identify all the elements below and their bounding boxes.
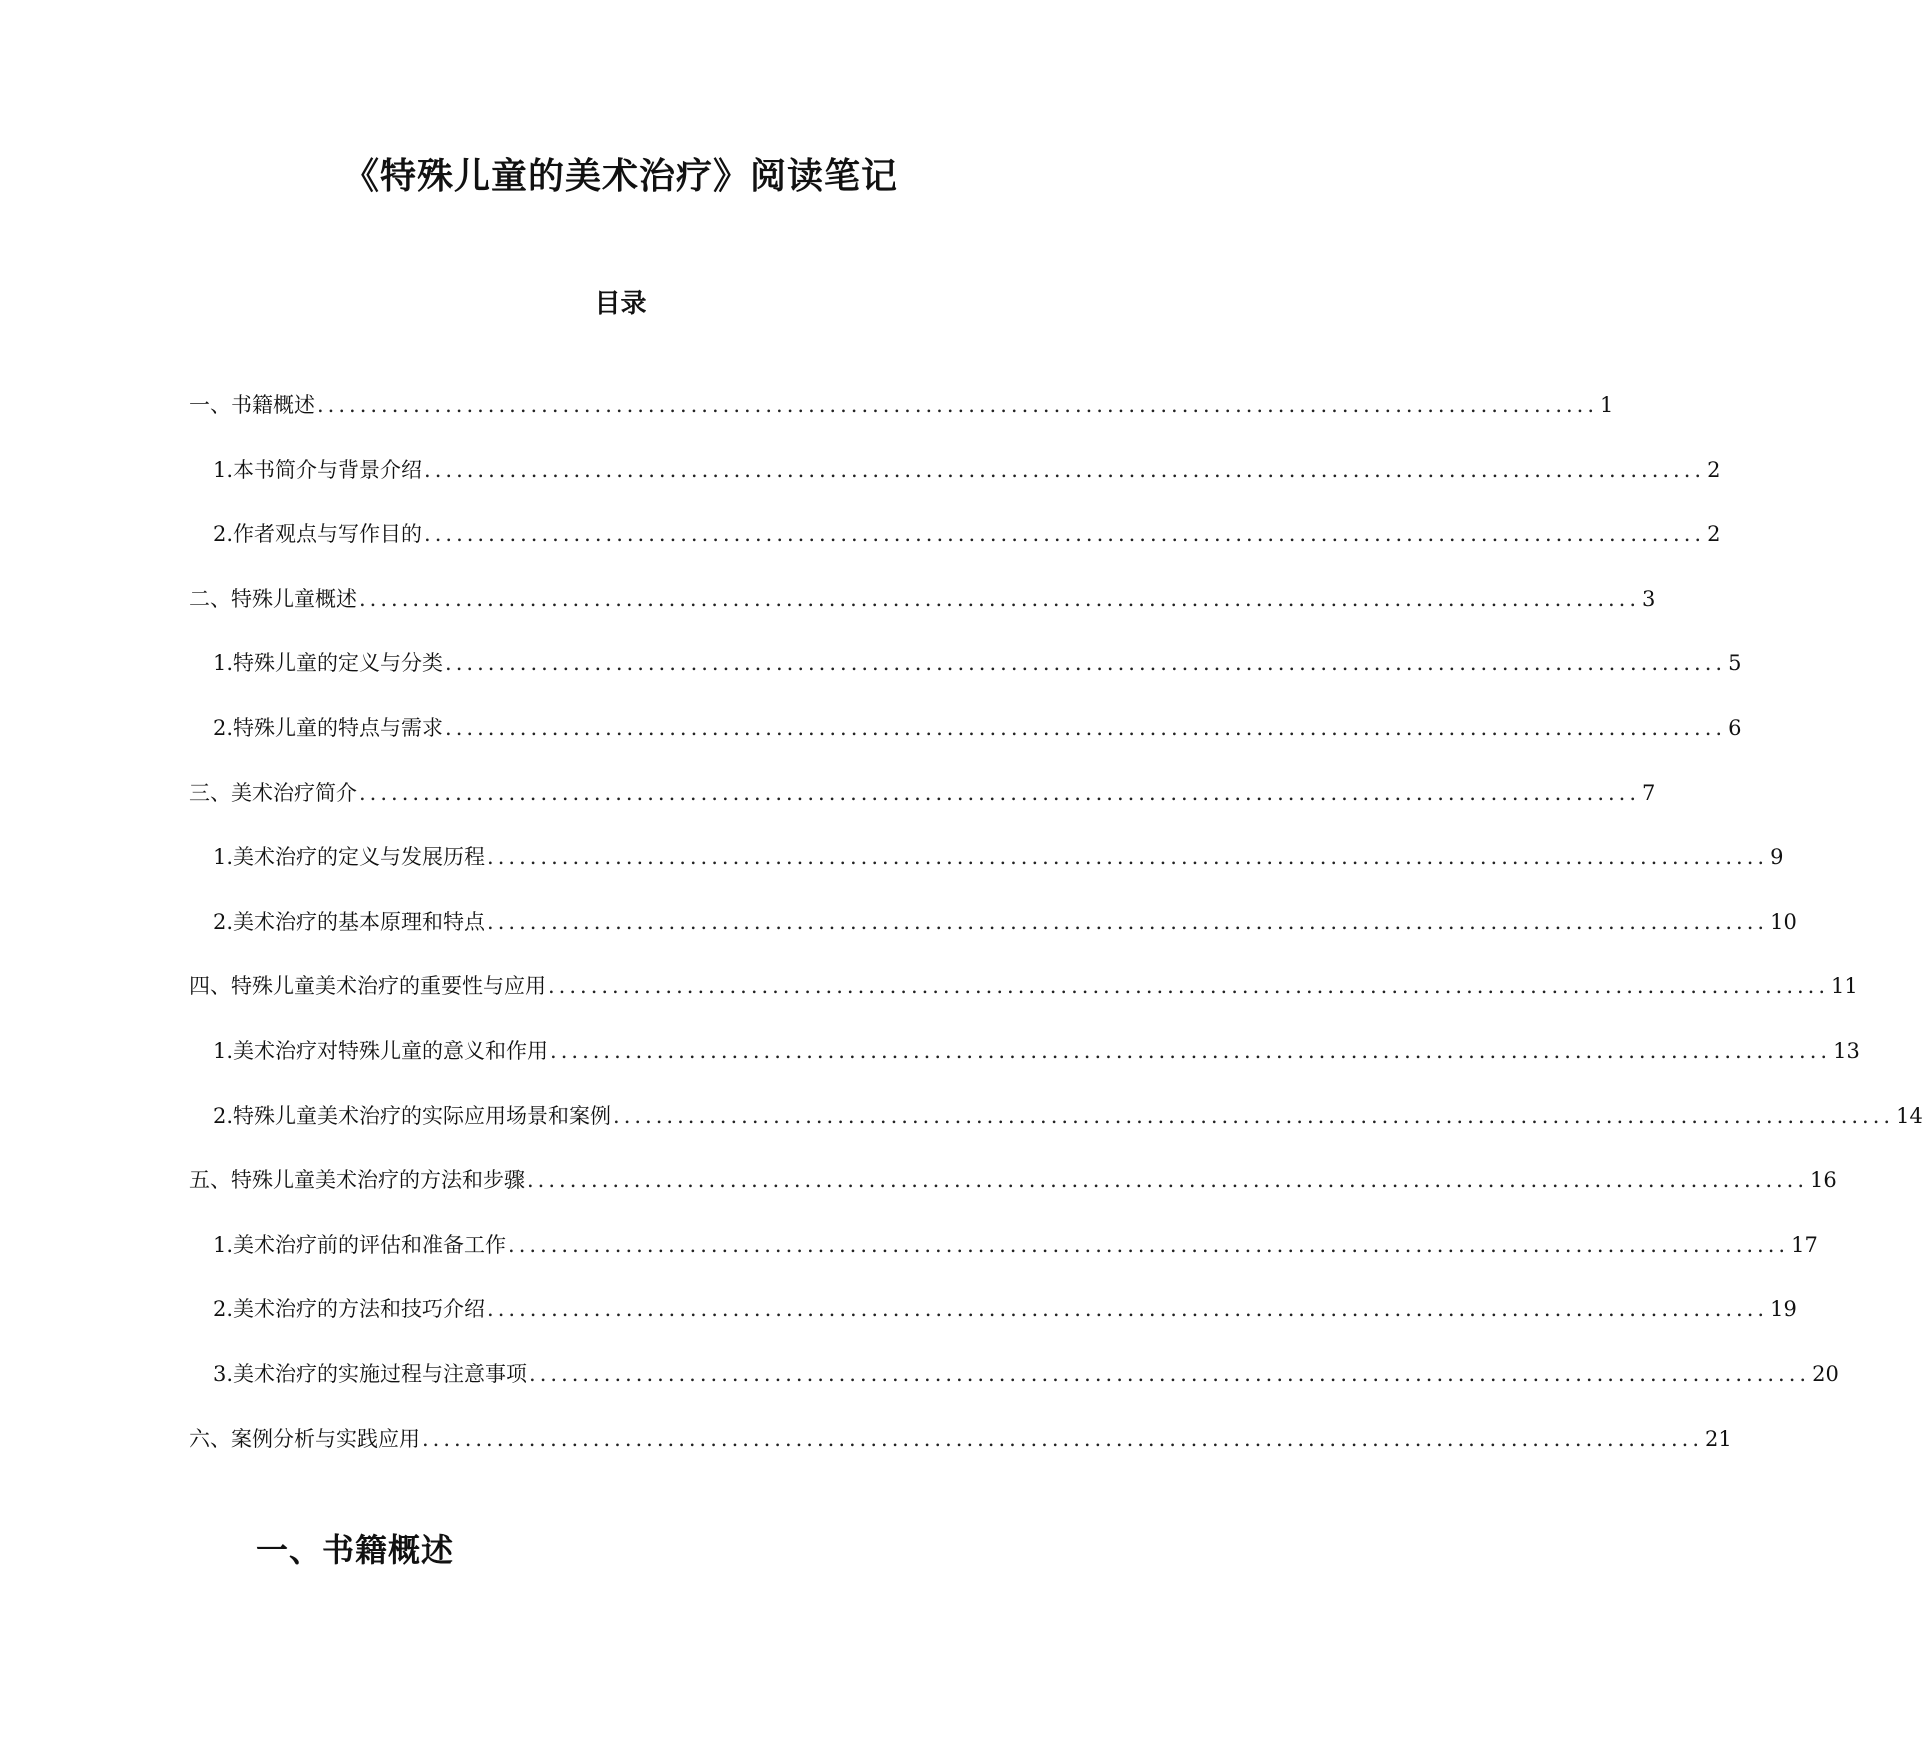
- toc-dot-leader: ........................................................................................................................: [445, 716, 1727, 740]
- toc-entry-page: 7: [1642, 781, 1656, 805]
- toc-entry-title: 美术治疗的基本原理和特点: [233, 910, 486, 934]
- toc-entry-title: 六、案例分析与实践应用: [189, 1427, 420, 1451]
- toc-entry-page: 16: [1810, 1168, 1837, 1192]
- toc-entry[interactable]: [213, 649, 1742, 677]
- toc-entry[interactable]: [213, 714, 1742, 742]
- toc-entry[interactable]: [213, 1231, 1818, 1259]
- toc-entry-page: 10: [1770, 910, 1797, 934]
- toc-entry[interactable]: [189, 391, 1614, 419]
- toc-entry-title: 美术治疗的实施过程与注意事项: [233, 1362, 528, 1386]
- toc-entry-number: 2.: [213, 1104, 234, 1128]
- toc-entry[interactable]: [189, 1425, 1732, 1453]
- toc-dot-leader: ........................................................................................................................: [424, 522, 1706, 546]
- toc-entry-page: 2: [1707, 522, 1721, 546]
- toc-entry[interactable]: [213, 1102, 1923, 1130]
- section-heading: 一、书籍概述: [256, 1531, 455, 1569]
- toc-entry[interactable]: [213, 520, 1721, 548]
- toc-entry-number: 1.: [213, 1233, 234, 1257]
- toc-entry-page: 11: [1831, 974, 1858, 998]
- toc-entry-number: 2.: [213, 910, 234, 934]
- toc-dot-leader: ........................................................................................................................: [527, 1168, 1809, 1192]
- toc-entry-page: 21: [1705, 1427, 1732, 1451]
- toc-entry[interactable]: [189, 1166, 1837, 1194]
- toc-entry-page: 3: [1642, 587, 1656, 611]
- toc-heading: 目录: [594, 289, 647, 319]
- toc-entry-title: 五、特殊儿童美术治疗的方法和步骤: [189, 1168, 525, 1192]
- toc-entry-page: 13: [1833, 1039, 1860, 1063]
- toc-dot-leader: ........................................................................................................................: [550, 1039, 1832, 1063]
- toc-entry-page: 5: [1728, 651, 1742, 675]
- toc-dot-leader: ........................................................................................................................: [508, 1233, 1790, 1257]
- toc-dot-leader: ........................................................................................................................: [359, 587, 1641, 611]
- toc-entry-page: 17: [1791, 1233, 1818, 1257]
- toc-entry-page: 19: [1770, 1297, 1797, 1321]
- toc-dot-leader: ........................................................................................................................: [487, 910, 1769, 934]
- toc-entry-number: 2.: [213, 522, 234, 546]
- toc-entry[interactable]: [189, 779, 1656, 807]
- toc-entry-page: 20: [1812, 1362, 1839, 1386]
- toc-entry-title: 四、特殊儿童美术治疗的重要性与应用: [189, 974, 546, 998]
- toc-entry-title: 本书简介与背景介绍: [233, 458, 423, 482]
- toc-entry-title: 作者观点与写作目的: [233, 522, 423, 546]
- toc-dot-leader: ........................................................................................................................: [487, 845, 1769, 869]
- toc-entry-title: 三、美术治疗简介: [189, 781, 357, 805]
- toc-entry-number: 1.: [213, 651, 234, 675]
- toc-dot-leader: ........................................................................................................................: [359, 781, 1641, 805]
- toc-entry-number: 2.: [213, 716, 234, 740]
- toc-dot-leader: ........................................................................................................................: [548, 974, 1830, 998]
- toc-entry[interactable]: [213, 843, 1784, 871]
- toc-entry-number: 1.: [213, 845, 234, 869]
- toc-entry-title: 特殊儿童美术治疗的实际应用场景和案例: [233, 1104, 612, 1128]
- toc-entry-number: 3.: [213, 1362, 234, 1386]
- toc-entry-page: 14: [1896, 1104, 1923, 1128]
- document-title: 《特殊儿童的美术治疗》阅读笔记: [342, 155, 898, 197]
- toc-entry-page: 2: [1707, 458, 1721, 482]
- toc-dot-leader: ........................................................................................................................: [529, 1362, 1811, 1386]
- toc-entry-title: 美术治疗前的评估和准备工作: [233, 1233, 507, 1257]
- toc-dot-leader: ........................................................................................................................: [613, 1104, 1895, 1128]
- toc-entry-title: 美术治疗的方法和技巧介绍: [233, 1297, 486, 1321]
- toc-entry[interactable]: [213, 1037, 1860, 1065]
- toc-dot-leader: ........................................................................................................................: [445, 651, 1727, 675]
- toc-entry-page: 9: [1770, 845, 1784, 869]
- toc-entry-number: 1.: [213, 1039, 234, 1063]
- toc-dot-leader: ........................................................................................................................: [422, 1427, 1704, 1451]
- toc-entry[interactable]: [189, 585, 1656, 613]
- toc-entry[interactable]: [213, 456, 1721, 484]
- toc-dot-leader: ........................................................................................................................: [487, 1297, 1769, 1321]
- toc-entry-title: 一、书籍概述: [189, 393, 315, 417]
- toc-entry-page: 1: [1600, 393, 1614, 417]
- toc-entry-page: 6: [1728, 716, 1742, 740]
- toc-entry[interactable]: [213, 1295, 1797, 1323]
- toc-entry[interactable]: [189, 972, 1858, 1000]
- toc-entry-number: 2.: [213, 1297, 234, 1321]
- toc-dot-leader: ........................................................................................................................: [424, 458, 1706, 482]
- toc-entry[interactable]: [213, 1360, 1839, 1388]
- toc-entry[interactable]: [213, 908, 1797, 936]
- toc-entry-title: 特殊儿童的特点与需求: [233, 716, 444, 740]
- toc-entry-title: 二、特殊儿童概述: [189, 587, 357, 611]
- toc-dot-leader: ........................................................................................................................: [317, 393, 1599, 417]
- toc-entry-title: 美术治疗对特殊儿童的意义和作用: [233, 1039, 549, 1063]
- toc-entry-number: 1.: [213, 458, 234, 482]
- toc-entry-title: 特殊儿童的定义与分类: [233, 651, 444, 675]
- toc-entry-title: 美术治疗的定义与发展历程: [233, 845, 486, 869]
